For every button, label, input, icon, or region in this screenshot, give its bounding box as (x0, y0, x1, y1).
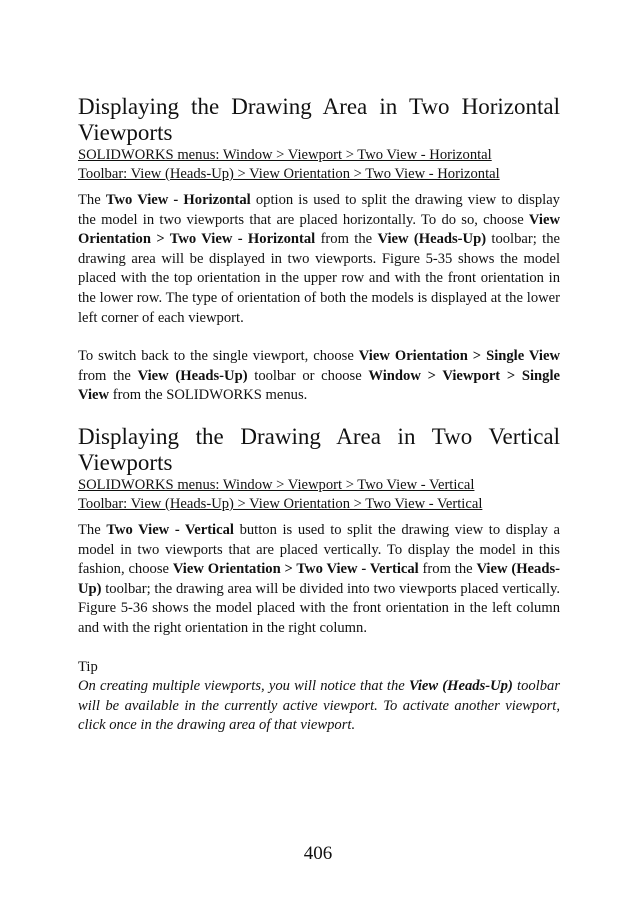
toolbar-path-vertical: Toolbar: View (Heads-Up) > View Orientation > Two View - Vertical (78, 495, 483, 512)
tip-label: Tip (78, 658, 98, 675)
paragraph-horizontal-description: The Two View - Horizontal option is used to split the drawing view to display the model in two viewports that are placed horizontally. To do so, choose View Orientation > Two View - Horizontal from the View (Heads-Up) toolbar; the drawing area will be displayed in two viewports. Figure 5-35 shows the model placed with the top orientation in the upper row and with the front orientation in the lower row. The type of orientation of both the models is displayed at the lower left corner of each viewport. (78, 192, 560, 326)
paragraph-single-view: To switch back to the single viewport, choose View Orientation > Single View from the View (Heads-Up) toolbar or choose Window > Viewport > Single View from the SOLIDWORKS menus. (78, 348, 561, 404)
toolbar-path-horizontal: Toolbar: View (Heads-Up) > View Orientation > Two View - Horizontal (78, 166, 500, 182)
section-heading-vertical: Displaying the Drawing Area in Two Vertical Viewports (78, 423, 560, 475)
page-number: 406 (303, 843, 333, 864)
tip-text: On creating multiple viewports, you will notice that the View (Heads-Up) toolbar will be available in the currently active viewport. To activate another viewport, click once in the drawing area of that viewport. (78, 678, 560, 734)
menu-path-vertical: SOLIDWORKS menus: Window > Viewport > Two View - Vertical (78, 476, 475, 493)
page-content (78, 94, 560, 736)
section-heading-horizontal: Displaying the Drawing Area in Two Horizontal Viewports (78, 94, 560, 145)
menu-path-horizontal: SOLIDWORKS menus: Window > Viewport > Two View - Horizontal (78, 147, 492, 163)
paragraph-vertical-description: The Two View - Vertical button is used to split the drawing view to display a model in two viewports that are placed vertically. To display the model in this fashion, choose View Orientation > Two View - Vertical from the View (Heads-Up) toolbar; the drawing area will be divided into two viewports placed vertically. Figure 5-36 shows the model placed with the front orientation in the left column and with the right orientation in the right column. (78, 521, 560, 636)
